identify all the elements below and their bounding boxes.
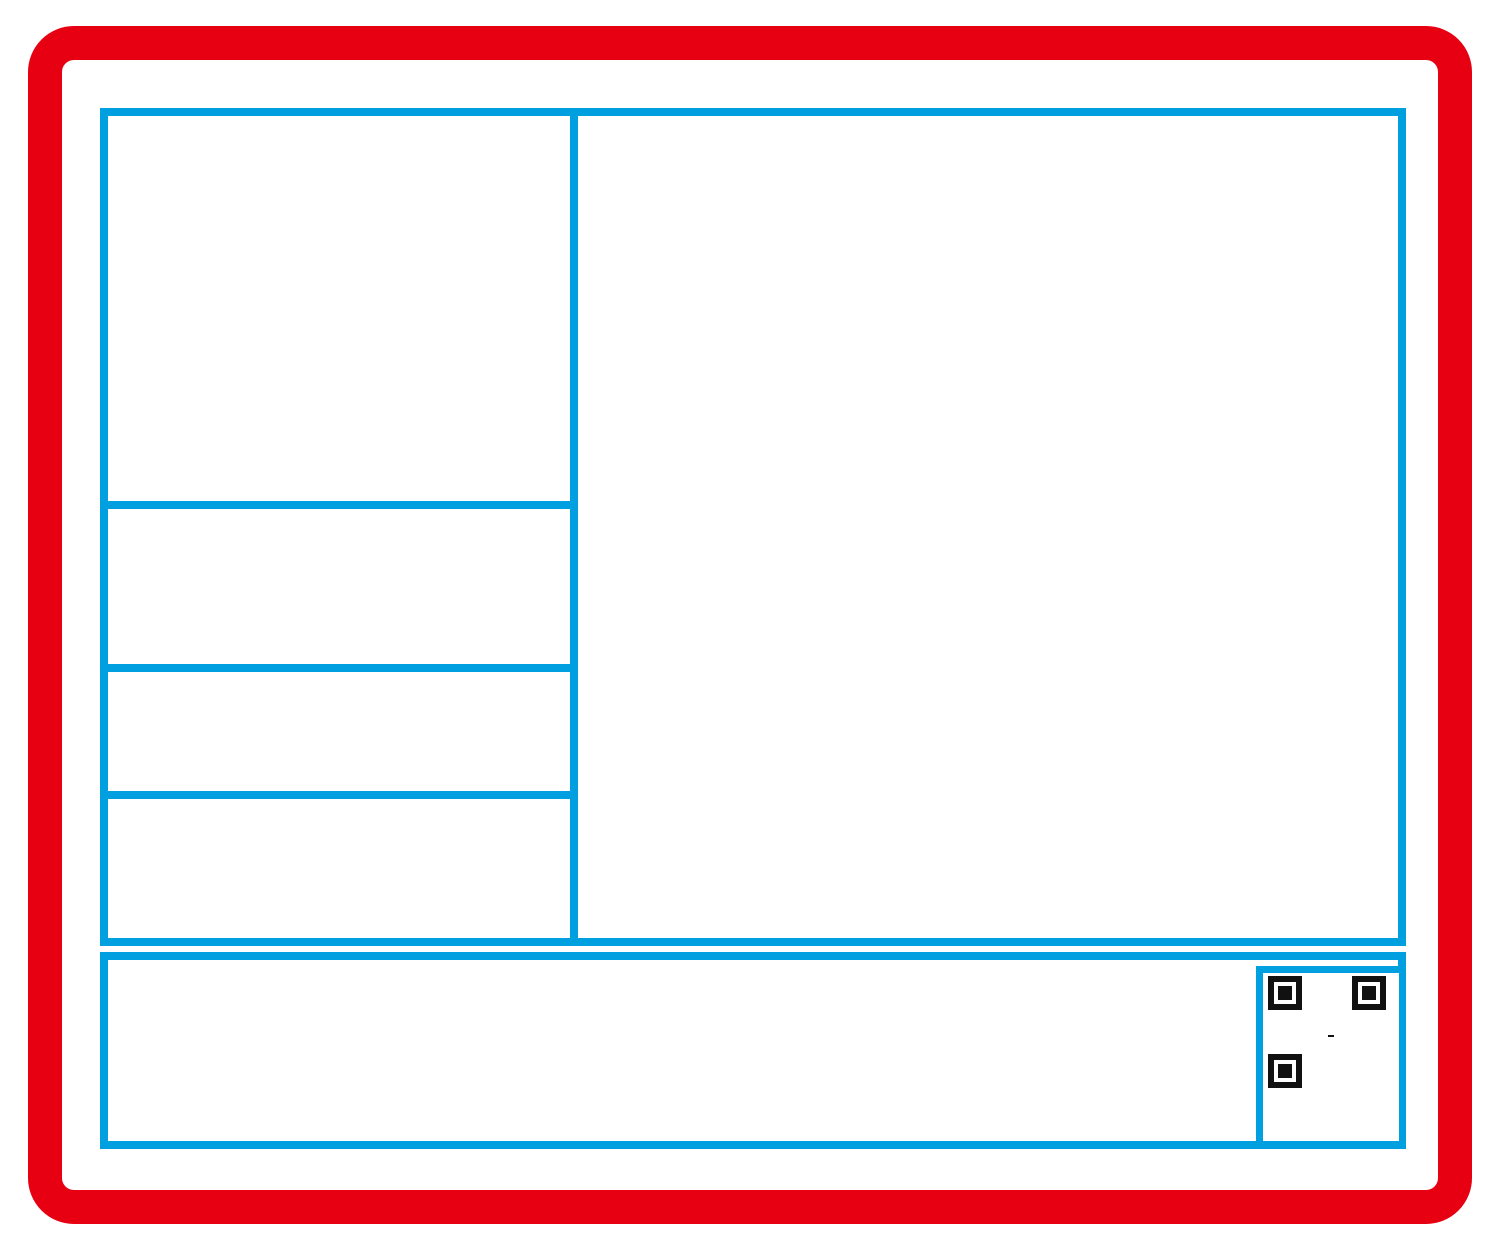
qr-finder-icon bbox=[1268, 976, 1302, 1010]
qr-finder-center bbox=[1362, 986, 1376, 1000]
qr-finder-center bbox=[1278, 1064, 1292, 1078]
qr-panel bbox=[1256, 966, 1406, 1148]
qr-code bbox=[1268, 976, 1394, 1096]
qr-finder-icon bbox=[1352, 976, 1386, 1010]
qr-center-label bbox=[1328, 1035, 1334, 1037]
qr-finder-icon bbox=[1268, 1054, 1302, 1088]
qr-finder-center bbox=[1278, 986, 1292, 1000]
